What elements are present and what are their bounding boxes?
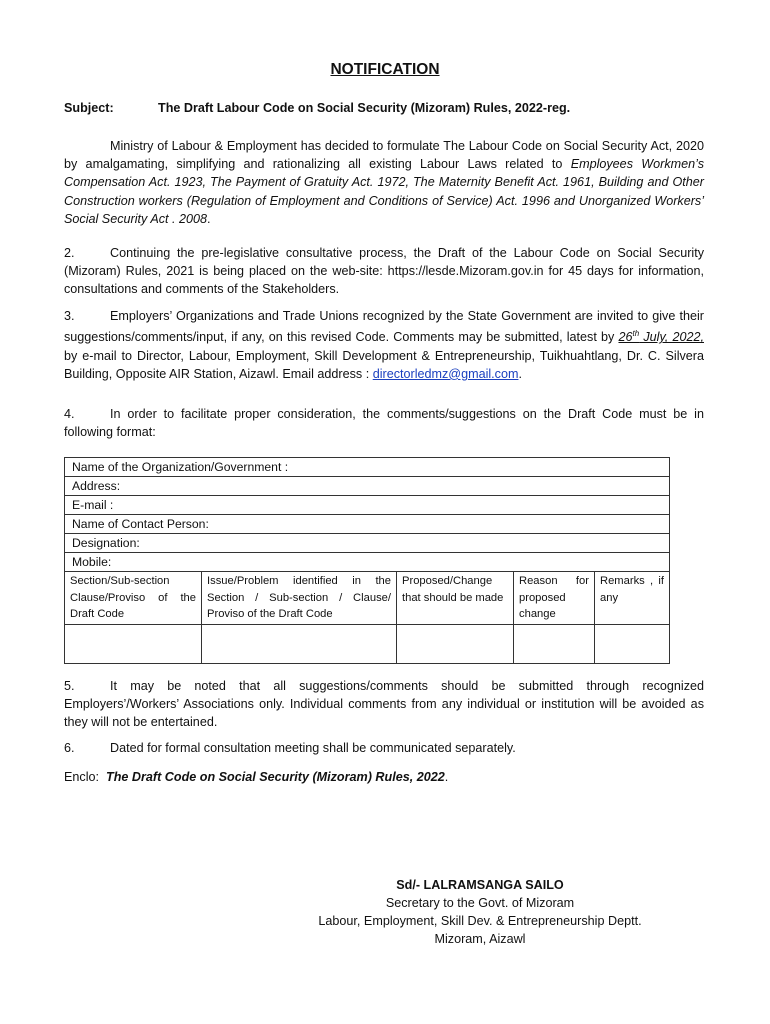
column-header-proposed-change: Proposed/Change that should be made: [397, 572, 514, 625]
paragraph-2-number: 2.: [64, 246, 75, 260]
deadline-rest: July, 2022,: [639, 330, 704, 345]
form-designation-row: Designation:: [65, 534, 670, 553]
paragraph-5: [64, 677, 704, 732]
form-contact-row: Name of Contact Person:: [65, 515, 670, 534]
paragraph-6-number: 6.: [64, 741, 75, 755]
paragraph-3-text-b: by e-mail to Director, Labour, Employment, Skill Development & Entrepreneurship, Tuikhuahtlang, Dr. C. Silvera Building, Opposite AIR Station, Aizawl. Email address :: [64, 348, 704, 381]
paragraph-1-text: Ministry of Labour & Employment has decided to formulate The Labour Code on Social Security Act, 2020 by amalgamating, simplifying and rationalizing all existing Labour Laws related to: [64, 139, 704, 172]
paragraph-4: [64, 405, 704, 441]
subject-text: The Draft Labour Code on Social Security (Mizoram) Rules, 2022-reg.: [158, 101, 571, 115]
subject-label: Subject:: [64, 101, 114, 115]
deadline-day-suffix: th: [632, 329, 640, 339]
paragraph-1-acts: Employees Workmen’s Compensation Act. 1923, The Payment of Gratuity Act. 1972, The Maternity Benefit Act. 1961, Building and Other Construction workers (Regulation of Employment and Conditions of Service) Act. 1996 and Unorganized Workers’ Social Security Act . 2008: [64, 157, 704, 226]
table-cell-empty: [514, 624, 595, 663]
table-cell-empty: [397, 624, 514, 663]
form-mobile-row: Mobile:: [65, 553, 670, 572]
column-header-reason: Reason for proposed change: [514, 572, 595, 625]
form-address-row: Address:: [65, 477, 670, 496]
subject-line: [64, 101, 570, 115]
page-title: NOTIFICATION: [330, 61, 440, 78]
signature-block: [290, 876, 670, 948]
deadline-date: [618, 330, 704, 344]
paragraph-1-end: .: [207, 211, 211, 226]
paragraph-4-text: In order to facilitate proper consideration, the comments/suggestions on the Draft Code must be in following format:: [64, 407, 704, 440]
form-org-row: Name of the Organization/Government :: [65, 458, 670, 477]
column-header-section: Section/Sub-section Clause/Proviso of the Draft Code: [65, 572, 202, 625]
paragraph-2-text: Continuing the pre-legislative consultative process, the Draft of the Labour Code on Social Security (Mizoram) Rules, 2021 is being placed on the web-site: https://lesde.Mizoram.gov.in for 45 days for information, consultations and comments of the Stakeholders.: [64, 246, 704, 297]
paragraph-3-number: 3.: [64, 309, 75, 323]
signatory-department: Labour, Employment, Skill Dev. & Entrepreneurship Deptt.: [318, 914, 642, 928]
paragraph-5-text: It may be noted that all suggestions/comments should be submitted through recognized Employers’/Workers’ Associations only. Individual comments from any individual or institution will be avoided as they will not be entertained.: [64, 679, 704, 730]
table-cell-empty: [202, 624, 397, 663]
paragraph-1: [64, 137, 704, 228]
enclosure-label: Enclo:: [64, 770, 100, 784]
paragraph-6-text: Dated for formal consultation meeting shall be communicated separately.: [110, 741, 516, 755]
signatory-location: Mizoram, Aizawl: [434, 932, 526, 946]
enclosure-end: .: [444, 770, 449, 784]
comment-format-table: [64, 457, 670, 664]
table-cell-empty: [595, 624, 670, 663]
paragraph-3-text-a: Employers’ Organizations and Trade Unions recognized by the State Government are invited to give their suggestions/comments/input, if any, on this revised Code. Comments may be submitted, latest by: [64, 309, 704, 345]
paragraph-5-number: 5.: [64, 679, 75, 693]
column-header-issue: Issue/Problem identified in the Section / Sub-section / Clause/ Proviso of the Draft Code: [202, 572, 397, 625]
paragraph-4-number: 4.: [64, 407, 75, 421]
paragraph-3: [64, 307, 704, 383]
paragraph-6: [64, 739, 704, 757]
form-email-row: E-mail :: [65, 496, 670, 515]
deadline-day: 26: [618, 330, 633, 345]
signatory-title: Secretary to the Govt. of Mizoram: [385, 896, 575, 910]
email-link[interactable]: directorledmz@gmail.com: [372, 366, 519, 381]
table-cell-empty: [65, 624, 202, 663]
paragraph-3-end: .: [518, 366, 522, 381]
paragraph-2: [64, 244, 704, 299]
enclosure-line: [64, 770, 448, 784]
signatory-name: Sd/- LALRAMSANGA SAILO: [396, 878, 564, 892]
enclosure-title: The Draft Code on Social Security (Mizoram) Rules, 2022: [106, 770, 445, 784]
column-header-remarks: Remarks , if any: [595, 572, 670, 625]
